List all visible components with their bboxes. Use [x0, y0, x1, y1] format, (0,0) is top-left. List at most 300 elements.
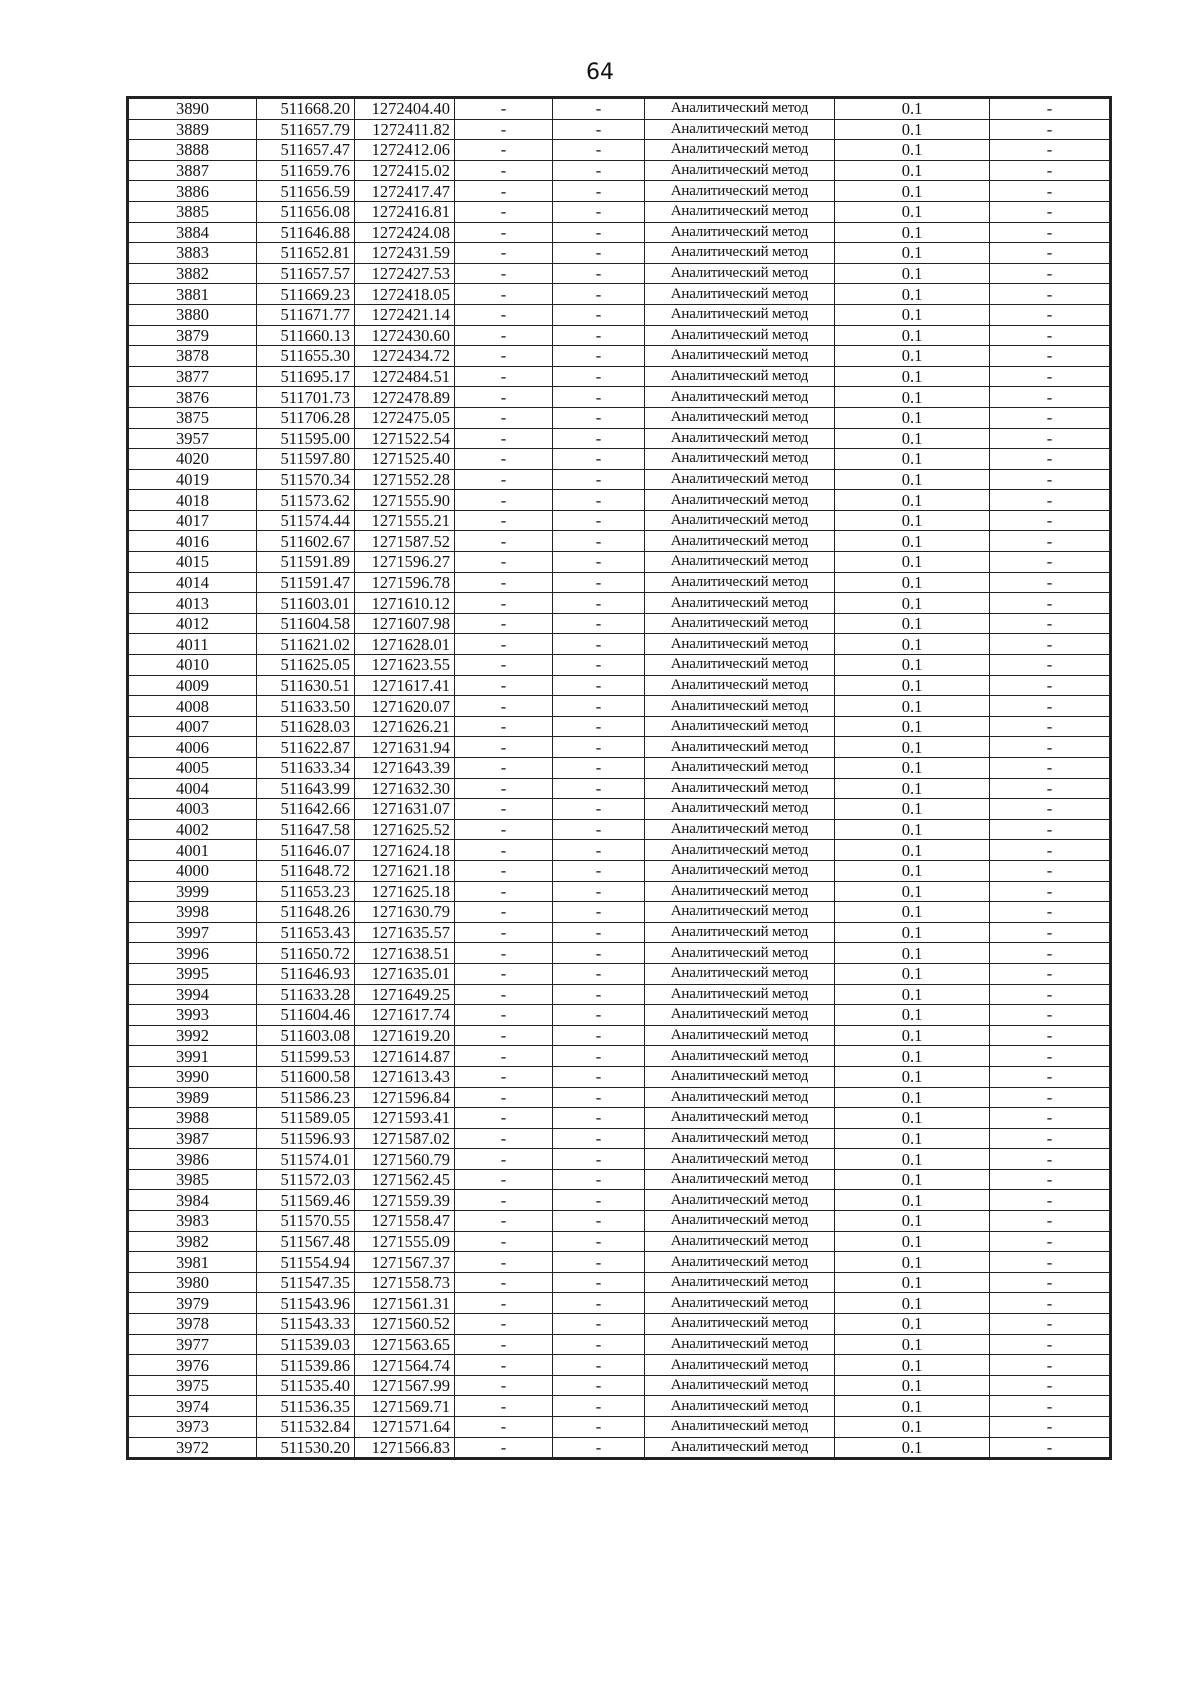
empty-value-cell: -: [455, 860, 553, 881]
x-coordinate-cell: 511539.86: [257, 1355, 355, 1376]
table-row: [129, 510, 1110, 531]
y-coordinate-cell: 1271631.07: [355, 799, 455, 820]
method-cell: Аналитический метод: [645, 222, 835, 243]
empty-value-cell: -: [990, 737, 1110, 758]
point-number-cell: 4000: [129, 860, 257, 881]
accuracy-cell: 0.1: [835, 1437, 990, 1458]
y-coordinate-cell: 1272418.05: [355, 284, 455, 305]
method-cell: Аналитический метод: [645, 1314, 835, 1335]
accuracy-cell: 0.1: [835, 1293, 990, 1314]
empty-value-cell: -: [990, 778, 1110, 799]
empty-value-cell: -: [990, 716, 1110, 737]
method-cell: Аналитический метод: [645, 1169, 835, 1190]
method-cell: Аналитический метод: [645, 1108, 835, 1129]
empty-value-cell: -: [553, 758, 645, 779]
accuracy-cell: 0.1: [835, 1169, 990, 1190]
empty-value-cell: -: [553, 593, 645, 614]
point-number-cell: 3992: [129, 1025, 257, 1046]
empty-value-cell: -: [455, 819, 553, 840]
empty-value-cell: -: [553, 902, 645, 923]
empty-value-cell: -: [455, 902, 553, 923]
empty-value-cell: -: [990, 407, 1110, 428]
table-row: [129, 552, 1110, 573]
method-cell: Аналитический метод: [645, 1355, 835, 1376]
point-number-cell: 3996: [129, 943, 257, 964]
point-number-cell: 4015: [129, 552, 257, 573]
method-cell: Аналитический метод: [645, 1375, 835, 1396]
accuracy-cell: 0.1: [835, 181, 990, 202]
y-coordinate-cell: 1271563.65: [355, 1334, 455, 1355]
method-cell: Аналитический метод: [645, 1417, 835, 1438]
accuracy-cell: 0.1: [835, 1314, 990, 1335]
table-row: [129, 304, 1110, 325]
method-cell: Аналитический метод: [645, 963, 835, 984]
method-cell: Аналитический метод: [645, 160, 835, 181]
x-coordinate-cell: 511628.03: [257, 716, 355, 737]
empty-value-cell: -: [990, 1293, 1110, 1314]
point-number-cell: 4012: [129, 613, 257, 634]
empty-value-cell: -: [990, 160, 1110, 181]
x-coordinate-cell: 511599.53: [257, 1046, 355, 1067]
point-number-cell: 4009: [129, 675, 257, 696]
empty-value-cell: -: [553, 263, 645, 284]
x-coordinate-cell: 511570.55: [257, 1211, 355, 1232]
accuracy-cell: 0.1: [835, 593, 990, 614]
point-number-cell: 3884: [129, 222, 257, 243]
empty-value-cell: -: [553, 99, 645, 120]
table-row: [129, 572, 1110, 593]
point-number-cell: 4013: [129, 593, 257, 614]
empty-value-cell: -: [553, 366, 645, 387]
empty-value-cell: -: [455, 366, 553, 387]
empty-value-cell: -: [990, 284, 1110, 305]
table-row: [129, 201, 1110, 222]
y-coordinate-cell: 1271560.79: [355, 1149, 455, 1170]
method-cell: Аналитический метод: [645, 284, 835, 305]
empty-value-cell: -: [553, 696, 645, 717]
point-number-cell: 4001: [129, 840, 257, 861]
empty-value-cell: -: [990, 325, 1110, 346]
empty-value-cell: -: [553, 1417, 645, 1438]
empty-value-cell: -: [990, 613, 1110, 634]
x-coordinate-cell: 511570.34: [257, 469, 355, 490]
x-coordinate-cell: 511547.35: [257, 1272, 355, 1293]
table-row: [129, 1314, 1110, 1335]
y-coordinate-cell: 1272417.47: [355, 181, 455, 202]
point-number-cell: 3888: [129, 140, 257, 161]
point-number-cell: 3880: [129, 304, 257, 325]
y-coordinate-cell: 1272416.81: [355, 201, 455, 222]
x-coordinate-cell: 511586.23: [257, 1087, 355, 1108]
empty-value-cell: -: [990, 1375, 1110, 1396]
table-row: [129, 943, 1110, 964]
method-cell: Аналитический метод: [645, 325, 835, 346]
empty-value-cell: -: [455, 99, 553, 120]
coordinates-table: [128, 98, 1110, 1458]
empty-value-cell: -: [553, 1231, 645, 1252]
method-cell: Аналитический метод: [645, 99, 835, 120]
x-coordinate-cell: 511653.23: [257, 881, 355, 902]
empty-value-cell: -: [990, 799, 1110, 820]
y-coordinate-cell: 1272431.59: [355, 243, 455, 264]
accuracy-cell: 0.1: [835, 613, 990, 634]
empty-value-cell: -: [455, 181, 553, 202]
accuracy-cell: 0.1: [835, 552, 990, 573]
y-coordinate-cell: 1271567.37: [355, 1252, 455, 1273]
accuracy-cell: 0.1: [835, 510, 990, 531]
method-cell: Аналитический метод: [645, 860, 835, 881]
accuracy-cell: 0.1: [835, 860, 990, 881]
x-coordinate-cell: 511573.62: [257, 490, 355, 511]
empty-value-cell: -: [990, 655, 1110, 676]
empty-value-cell: -: [990, 675, 1110, 696]
x-coordinate-cell: 511591.47: [257, 572, 355, 593]
table-body: [129, 99, 1110, 1458]
table-row: [129, 1005, 1110, 1026]
table-row: [129, 696, 1110, 717]
empty-value-cell: -: [553, 819, 645, 840]
table-row: [129, 1046, 1110, 1067]
accuracy-cell: 0.1: [835, 1046, 990, 1067]
empty-value-cell: -: [553, 1375, 645, 1396]
empty-value-cell: -: [455, 1066, 553, 1087]
empty-value-cell: -: [455, 1149, 553, 1170]
y-coordinate-cell: 1271559.39: [355, 1190, 455, 1211]
method-cell: Аналитический метод: [645, 1128, 835, 1149]
empty-value-cell: -: [455, 1211, 553, 1232]
method-cell: Аналитический метод: [645, 201, 835, 222]
accuracy-cell: 0.1: [835, 963, 990, 984]
accuracy-cell: 0.1: [835, 984, 990, 1005]
x-coordinate-cell: 511603.01: [257, 593, 355, 614]
method-cell: Аналитический метод: [645, 778, 835, 799]
empty-value-cell: -: [553, 1293, 645, 1314]
empty-value-cell: -: [990, 819, 1110, 840]
y-coordinate-cell: 1271628.01: [355, 634, 455, 655]
accuracy-cell: 0.1: [835, 1005, 990, 1026]
y-coordinate-cell: 1271607.98: [355, 613, 455, 634]
y-coordinate-cell: 1271621.18: [355, 860, 455, 881]
empty-value-cell: -: [990, 1128, 1110, 1149]
x-coordinate-cell: 511569.46: [257, 1190, 355, 1211]
empty-value-cell: -: [553, 284, 645, 305]
y-coordinate-cell: 1271555.90: [355, 490, 455, 511]
empty-value-cell: -: [455, 490, 553, 511]
empty-value-cell: -: [553, 1005, 645, 1026]
x-coordinate-cell: 511668.20: [257, 99, 355, 120]
method-cell: Аналитический метод: [645, 531, 835, 552]
y-coordinate-cell: 1272424.08: [355, 222, 455, 243]
empty-value-cell: -: [553, 160, 645, 181]
table-row: [129, 1066, 1110, 1087]
point-number-cell: 4014: [129, 572, 257, 593]
empty-value-cell: -: [990, 1108, 1110, 1129]
table-row: [129, 634, 1110, 655]
method-cell: Аналитический метод: [645, 1231, 835, 1252]
x-coordinate-cell: 511633.34: [257, 758, 355, 779]
empty-value-cell: -: [455, 407, 553, 428]
x-coordinate-cell: 511646.93: [257, 963, 355, 984]
empty-value-cell: -: [553, 469, 645, 490]
accuracy-cell: 0.1: [835, 572, 990, 593]
empty-value-cell: -: [455, 1046, 553, 1067]
accuracy-cell: 0.1: [835, 1252, 990, 1273]
empty-value-cell: -: [553, 799, 645, 820]
accuracy-cell: 0.1: [835, 304, 990, 325]
empty-value-cell: -: [455, 1231, 553, 1252]
table-row: [129, 263, 1110, 284]
point-number-cell: 3977: [129, 1334, 257, 1355]
method-cell: Аналитический метод: [645, 1005, 835, 1026]
table-row: [129, 1293, 1110, 1314]
table-row: [129, 819, 1110, 840]
method-cell: Аналитический метод: [645, 366, 835, 387]
empty-value-cell: -: [455, 572, 553, 593]
table-row: [129, 963, 1110, 984]
method-cell: Аналитический метод: [645, 449, 835, 470]
accuracy-cell: 0.1: [835, 758, 990, 779]
y-coordinate-cell: 1271630.79: [355, 902, 455, 923]
accuracy-cell: 0.1: [835, 737, 990, 758]
table-row: [129, 675, 1110, 696]
accuracy-cell: 0.1: [835, 778, 990, 799]
empty-value-cell: -: [990, 572, 1110, 593]
point-number-cell: 3988: [129, 1108, 257, 1129]
empty-value-cell: -: [455, 1169, 553, 1190]
empty-value-cell: -: [553, 449, 645, 470]
method-cell: Аналитический метод: [645, 881, 835, 902]
y-coordinate-cell: 1272430.60: [355, 325, 455, 346]
table-row: [129, 613, 1110, 634]
table-row: [129, 716, 1110, 737]
empty-value-cell: -: [990, 510, 1110, 531]
point-number-cell: 4020: [129, 449, 257, 470]
x-coordinate-cell: 511657.57: [257, 263, 355, 284]
method-cell: Аналитический метод: [645, 1025, 835, 1046]
x-coordinate-cell: 511589.05: [257, 1108, 355, 1129]
method-cell: Аналитический метод: [645, 696, 835, 717]
x-coordinate-cell: 511653.43: [257, 922, 355, 943]
x-coordinate-cell: 511646.88: [257, 222, 355, 243]
empty-value-cell: -: [553, 119, 645, 140]
empty-value-cell: -: [990, 366, 1110, 387]
accuracy-cell: 0.1: [835, 387, 990, 408]
point-number-cell: 3993: [129, 1005, 257, 1026]
y-coordinate-cell: 1271525.40: [355, 449, 455, 470]
y-coordinate-cell: 1272484.51: [355, 366, 455, 387]
point-number-cell: 4008: [129, 696, 257, 717]
empty-value-cell: -: [455, 346, 553, 367]
empty-value-cell: -: [553, 325, 645, 346]
empty-value-cell: -: [990, 490, 1110, 511]
x-coordinate-cell: 511597.80: [257, 449, 355, 470]
point-number-cell: 4017: [129, 510, 257, 531]
point-number-cell: 3980: [129, 1272, 257, 1293]
x-coordinate-cell: 511652.81: [257, 243, 355, 264]
empty-value-cell: -: [553, 1025, 645, 1046]
accuracy-cell: 0.1: [835, 243, 990, 264]
table-row: [129, 1252, 1110, 1273]
table-row: [129, 284, 1110, 305]
accuracy-cell: 0.1: [835, 1190, 990, 1211]
empty-value-cell: -: [553, 860, 645, 881]
accuracy-cell: 0.1: [835, 1025, 990, 1046]
empty-value-cell: -: [990, 1252, 1110, 1273]
x-coordinate-cell: 511595.00: [257, 428, 355, 449]
x-coordinate-cell: 511656.08: [257, 201, 355, 222]
point-number-cell: 3975: [129, 1375, 257, 1396]
accuracy-cell: 0.1: [835, 407, 990, 428]
table-row: [129, 469, 1110, 490]
table-row: [129, 99, 1110, 120]
x-coordinate-cell: 511621.02: [257, 634, 355, 655]
empty-value-cell: -: [455, 1190, 553, 1211]
x-coordinate-cell: 511655.30: [257, 346, 355, 367]
empty-value-cell: -: [455, 1087, 553, 1108]
x-coordinate-cell: 511669.23: [257, 284, 355, 305]
accuracy-cell: 0.1: [835, 1211, 990, 1232]
x-coordinate-cell: 511630.51: [257, 675, 355, 696]
empty-value-cell: -: [553, 1396, 645, 1417]
method-cell: Аналитический метод: [645, 922, 835, 943]
empty-value-cell: -: [990, 469, 1110, 490]
table-row: [129, 119, 1110, 140]
point-number-cell: 4019: [129, 469, 257, 490]
empty-value-cell: -: [455, 201, 553, 222]
y-coordinate-cell: 1271555.21: [355, 510, 455, 531]
method-cell: Аналитический метод: [645, 655, 835, 676]
y-coordinate-cell: 1271571.64: [355, 1417, 455, 1438]
point-number-cell: 3995: [129, 963, 257, 984]
x-coordinate-cell: 511695.17: [257, 366, 355, 387]
x-coordinate-cell: 511622.87: [257, 737, 355, 758]
empty-value-cell: -: [990, 1169, 1110, 1190]
point-number-cell: 3986: [129, 1149, 257, 1170]
y-coordinate-cell: 1271567.99: [355, 1375, 455, 1396]
table-row: [129, 1087, 1110, 1108]
empty-value-cell: -: [990, 449, 1110, 470]
empty-value-cell: -: [553, 531, 645, 552]
point-number-cell: 3983: [129, 1211, 257, 1232]
empty-value-cell: -: [990, 1272, 1110, 1293]
y-coordinate-cell: 1271649.25: [355, 984, 455, 1005]
table-row: [129, 346, 1110, 367]
table-row: [129, 1231, 1110, 1252]
accuracy-cell: 0.1: [835, 634, 990, 655]
empty-value-cell: -: [990, 1149, 1110, 1170]
empty-value-cell: -: [455, 778, 553, 799]
y-coordinate-cell: 1271632.30: [355, 778, 455, 799]
table-row: [129, 1169, 1110, 1190]
table-row: [129, 1355, 1110, 1376]
empty-value-cell: -: [553, 346, 645, 367]
method-cell: Аналитический метод: [645, 1190, 835, 1211]
y-coordinate-cell: 1271569.71: [355, 1396, 455, 1417]
y-coordinate-cell: 1271626.21: [355, 716, 455, 737]
point-number-cell: 3989: [129, 1087, 257, 1108]
x-coordinate-cell: 511657.79: [257, 119, 355, 140]
empty-value-cell: -: [455, 1128, 553, 1149]
table-row: [129, 840, 1110, 861]
accuracy-cell: 0.1: [835, 449, 990, 470]
point-number-cell: 3994: [129, 984, 257, 1005]
empty-value-cell: -: [455, 963, 553, 984]
table-row: [129, 1128, 1110, 1149]
x-coordinate-cell: 511657.47: [257, 140, 355, 161]
x-coordinate-cell: 511660.13: [257, 325, 355, 346]
y-coordinate-cell: 1271643.39: [355, 758, 455, 779]
empty-value-cell: -: [553, 1437, 645, 1458]
x-coordinate-cell: 511706.28: [257, 407, 355, 428]
y-coordinate-cell: 1271613.43: [355, 1066, 455, 1087]
empty-value-cell: -: [990, 963, 1110, 984]
table-row: [129, 758, 1110, 779]
method-cell: Аналитический метод: [645, 1437, 835, 1458]
table-row: [129, 1108, 1110, 1129]
empty-value-cell: -: [990, 758, 1110, 779]
empty-value-cell: -: [553, 572, 645, 593]
method-cell: Аналитический метод: [645, 1293, 835, 1314]
y-coordinate-cell: 1272411.82: [355, 119, 455, 140]
empty-value-cell: -: [455, 696, 553, 717]
x-coordinate-cell: 511543.96: [257, 1293, 355, 1314]
empty-value-cell: -: [455, 1108, 553, 1129]
point-number-cell: 3957: [129, 428, 257, 449]
method-cell: Аналитический метод: [645, 243, 835, 264]
empty-value-cell: -: [455, 531, 553, 552]
empty-value-cell: -: [553, 1108, 645, 1129]
method-cell: Аналитический метод: [645, 716, 835, 737]
y-coordinate-cell: 1271638.51: [355, 943, 455, 964]
accuracy-cell: 0.1: [835, 943, 990, 964]
point-number-cell: 4018: [129, 490, 257, 511]
method-cell: Аналитический метод: [645, 181, 835, 202]
table-row: [129, 140, 1110, 161]
empty-value-cell: -: [990, 1025, 1110, 1046]
accuracy-cell: 0.1: [835, 119, 990, 140]
x-coordinate-cell: 511671.77: [257, 304, 355, 325]
point-number-cell: 3979: [129, 1293, 257, 1314]
table-row: [129, 902, 1110, 923]
empty-value-cell: -: [455, 613, 553, 634]
x-coordinate-cell: 511633.28: [257, 984, 355, 1005]
empty-value-cell: -: [455, 1437, 553, 1458]
x-coordinate-cell: 511574.01: [257, 1149, 355, 1170]
method-cell: Аналитический метод: [645, 943, 835, 964]
x-coordinate-cell: 511604.46: [257, 1005, 355, 1026]
empty-value-cell: -: [553, 1252, 645, 1273]
method-cell: Аналитический метод: [645, 984, 835, 1005]
empty-value-cell: -: [455, 1417, 553, 1438]
x-coordinate-cell: 511701.73: [257, 387, 355, 408]
point-number-cell: 4005: [129, 758, 257, 779]
y-coordinate-cell: 1271552.28: [355, 469, 455, 490]
method-cell: Аналитический метод: [645, 902, 835, 923]
point-number-cell: 3984: [129, 1190, 257, 1211]
y-coordinate-cell: 1271560.52: [355, 1314, 455, 1335]
empty-value-cell: -: [553, 675, 645, 696]
method-cell: Аналитический метод: [645, 1396, 835, 1417]
table-row: [129, 1437, 1110, 1458]
method-cell: Аналитический метод: [645, 490, 835, 511]
x-coordinate-cell: 511591.89: [257, 552, 355, 573]
empty-value-cell: -: [990, 1314, 1110, 1335]
point-number-cell: 3875: [129, 407, 257, 428]
x-coordinate-cell: 511600.58: [257, 1066, 355, 1087]
accuracy-cell: 0.1: [835, 1066, 990, 1087]
empty-value-cell: -: [990, 860, 1110, 881]
table-row: [129, 1334, 1110, 1355]
